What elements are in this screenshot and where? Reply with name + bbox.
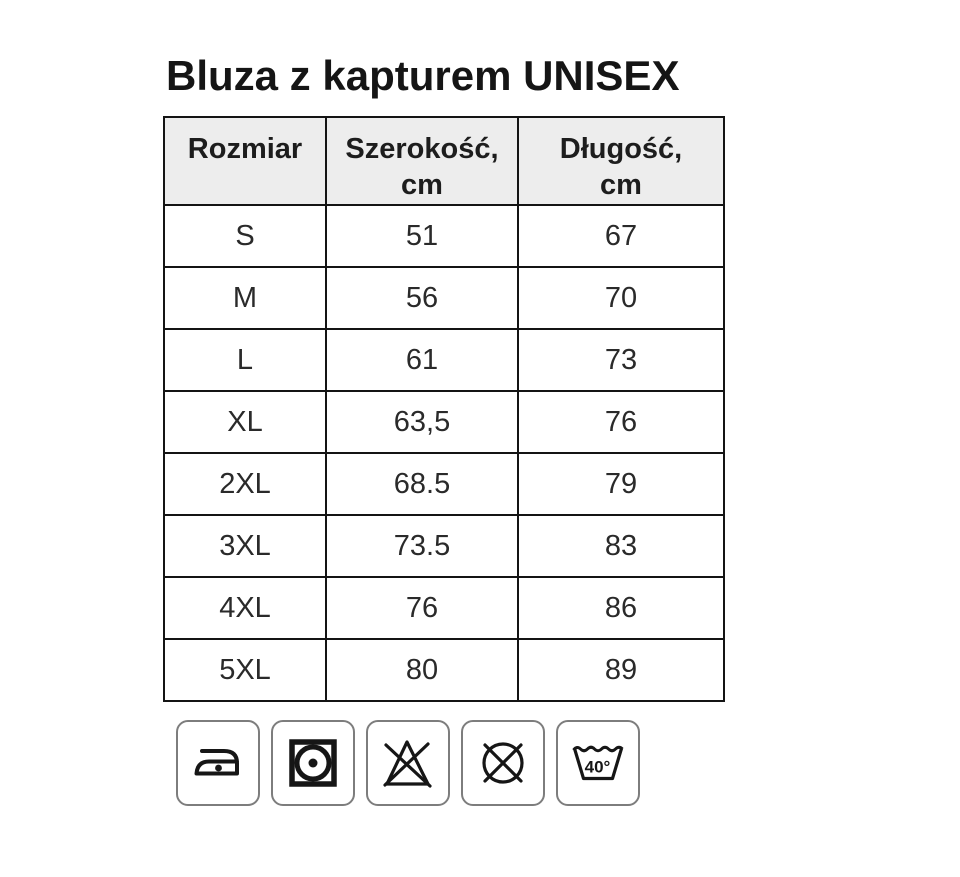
- column-header-size: Rozmiar: [164, 117, 326, 205]
- table-row: [164, 329, 724, 391]
- table-row: [164, 205, 724, 267]
- size-cell: M: [164, 267, 326, 329]
- length-cell: 70: [518, 267, 724, 329]
- wash-temperature-label: 40°: [584, 757, 611, 777]
- wash-40-icon: [556, 720, 640, 806]
- width-cell: 56: [326, 267, 518, 329]
- width-cell: 61: [326, 329, 518, 391]
- table-row: [164, 515, 724, 577]
- table-row: [164, 577, 724, 639]
- width-cell: 76: [326, 577, 518, 639]
- iron-icon: [176, 720, 260, 806]
- length-cell: 79: [518, 453, 724, 515]
- size-cell: 5XL: [164, 639, 326, 701]
- do-not-bleach-icon: [366, 720, 450, 806]
- length-cell: 86: [518, 577, 724, 639]
- size-table: [163, 116, 725, 702]
- width-cell: 68.5: [326, 453, 518, 515]
- table-row: [164, 453, 724, 515]
- length-cell: 73: [518, 329, 724, 391]
- do-not-dry-clean-icon: [461, 720, 545, 806]
- size-cell: 3XL: [164, 515, 326, 577]
- size-cell: L: [164, 329, 326, 391]
- table-row: [164, 391, 724, 453]
- column-header-width: Szerokość, cm: [326, 117, 518, 205]
- size-cell: S: [164, 205, 326, 267]
- length-cell: 76: [518, 391, 724, 453]
- size-cell: 4XL: [164, 577, 326, 639]
- size-cell: XL: [164, 391, 326, 453]
- length-cell: 67: [518, 205, 724, 267]
- width-cell: 73.5: [326, 515, 518, 577]
- width-cell: 80: [326, 639, 518, 701]
- length-cell: 89: [518, 639, 724, 701]
- tumble-dry-icon: [271, 720, 355, 806]
- width-cell: 51: [326, 205, 518, 267]
- table-row: [164, 267, 724, 329]
- length-cell: 83: [518, 515, 724, 577]
- column-header-length: Długość, cm: [518, 117, 724, 205]
- page-title: Bluza z kapturem UNISEX: [166, 52, 680, 99]
- size-cell: 2XL: [164, 453, 326, 515]
- care-symbols-row: [176, 720, 960, 806]
- width-cell: 63,5: [326, 391, 518, 453]
- table-header-row: [164, 117, 724, 205]
- table-row: [164, 639, 724, 701]
